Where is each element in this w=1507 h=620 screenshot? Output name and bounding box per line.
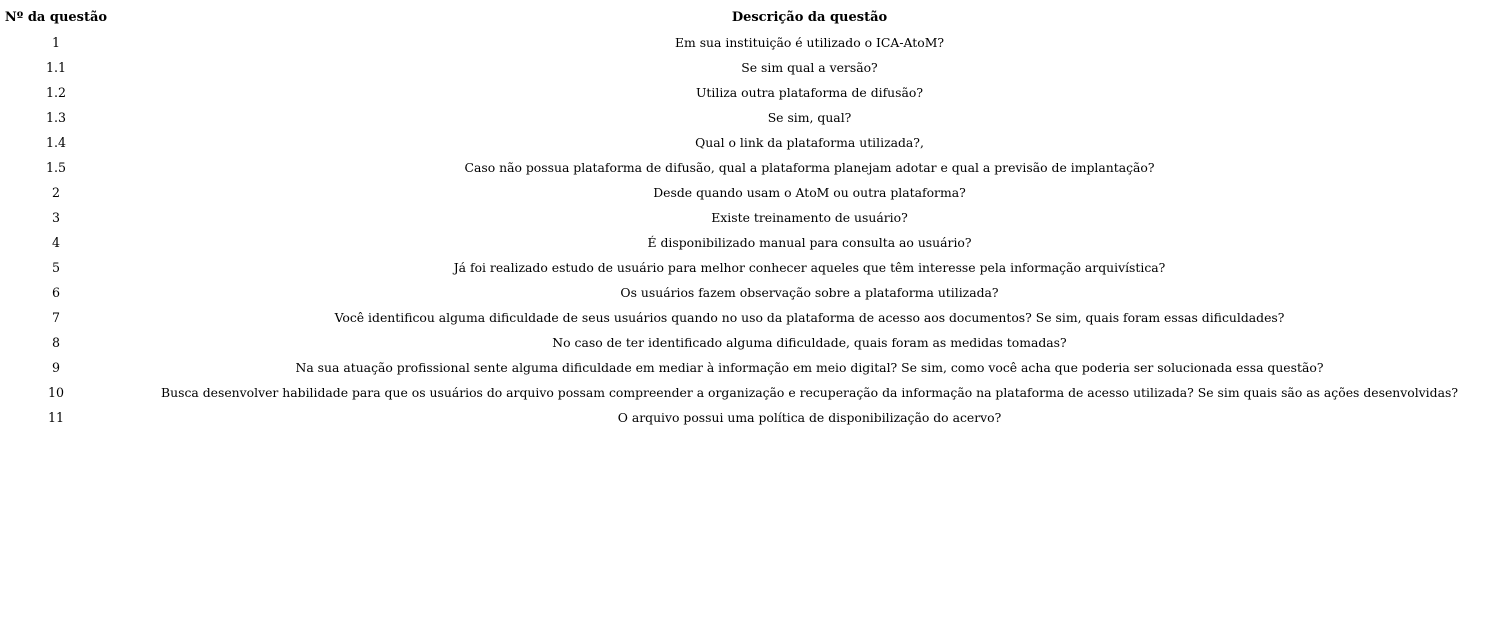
question-description: Você identificou alguma dificuldade de seus usuários quando no uso da plataforma de acesso aos documentos? Se sim, quais foram essas dificuldades? bbox=[334, 310, 1285, 325]
question-description: É disponibilizado manual para consulta ao usuário? bbox=[647, 235, 972, 250]
questions-table bbox=[0, 5, 1507, 430]
table-row bbox=[0, 405, 1507, 430]
question-number: 10 bbox=[47, 385, 65, 400]
question-description: O arquivo possui uma política de disponibilização do acervo? bbox=[617, 410, 1002, 425]
question-description: Na sua atuação profissional sente alguma dificuldade em mediar à informação em meio digital? Se sim, como você acha que poderia ser solucionada essa questão? bbox=[295, 360, 1324, 375]
table-row bbox=[0, 155, 1507, 180]
table-row bbox=[0, 130, 1507, 155]
question-number: 7 bbox=[51, 310, 60, 325]
question-description: Utiliza outra plataforma de difusão? bbox=[695, 85, 924, 100]
table-row bbox=[0, 305, 1507, 330]
table-row bbox=[0, 55, 1507, 80]
table-row bbox=[0, 30, 1507, 55]
table-row bbox=[0, 230, 1507, 255]
question-number-header: Nº da questão bbox=[4, 10, 108, 25]
question-description: Os usuários fazem observação sobre a plataforma utilizada? bbox=[620, 285, 999, 300]
table-row bbox=[0, 180, 1507, 205]
question-description: Desde quando usam o AtoM ou outra plataforma? bbox=[653, 185, 966, 200]
question-number: 1.4 bbox=[45, 135, 67, 150]
question-number: 11 bbox=[47, 410, 65, 425]
question-description: Busca desenvolver habilidade para que os usuários do arquivo possam compreender a organização e recuperação da informação na plataforma de acesso utilizada? Se sim quais são as ações desenvolvidas? bbox=[161, 385, 1458, 400]
question-number: 2 bbox=[51, 185, 60, 200]
table-row bbox=[0, 255, 1507, 280]
table-row bbox=[0, 80, 1507, 105]
question-description: Qual o link da plataforma utilizada?, bbox=[695, 135, 924, 150]
table-header bbox=[0, 5, 1507, 30]
table-row bbox=[0, 205, 1507, 230]
question-description: Já foi realizado estudo de usuário para melhor conhecer aqueles que têm interesse pela informação arquivística? bbox=[453, 260, 1166, 275]
table-row bbox=[0, 280, 1507, 305]
question-number: 1.2 bbox=[45, 85, 67, 100]
question-description: Se sim, qual? bbox=[767, 110, 852, 125]
question-number: 1 bbox=[51, 35, 60, 50]
question-number: 1.5 bbox=[45, 160, 67, 175]
question-number: 4 bbox=[51, 235, 60, 250]
question-description: Existe treinamento de usuário? bbox=[711, 210, 908, 225]
question-number: 8 bbox=[51, 335, 60, 350]
header-row bbox=[0, 5, 1507, 30]
table-row bbox=[0, 105, 1507, 130]
table-body bbox=[0, 30, 1507, 430]
question-number: 1.3 bbox=[45, 110, 67, 125]
question-number: 9 bbox=[51, 360, 60, 375]
table-row bbox=[0, 380, 1507, 405]
question-number: 1.1 bbox=[45, 60, 67, 75]
table-row bbox=[0, 355, 1507, 380]
question-description: Em sua instituição é utilizado o ICA-AtoM? bbox=[674, 35, 945, 50]
table-row bbox=[0, 330, 1507, 355]
question-description: Se sim qual a versão? bbox=[741, 60, 878, 75]
question-description: Caso não possua plataforma de difusão, qual a plataforma planejam adotar e qual a previsão de implantação? bbox=[464, 160, 1155, 175]
question-number: 5 bbox=[51, 260, 60, 275]
question-description: No caso de ter identificado alguma dificuldade, quais foram as medidas tomadas? bbox=[552, 335, 1067, 350]
question-description-header: Descrição da questão bbox=[731, 10, 888, 25]
question-number: 3 bbox=[51, 210, 60, 225]
question-number: 6 bbox=[51, 285, 60, 300]
